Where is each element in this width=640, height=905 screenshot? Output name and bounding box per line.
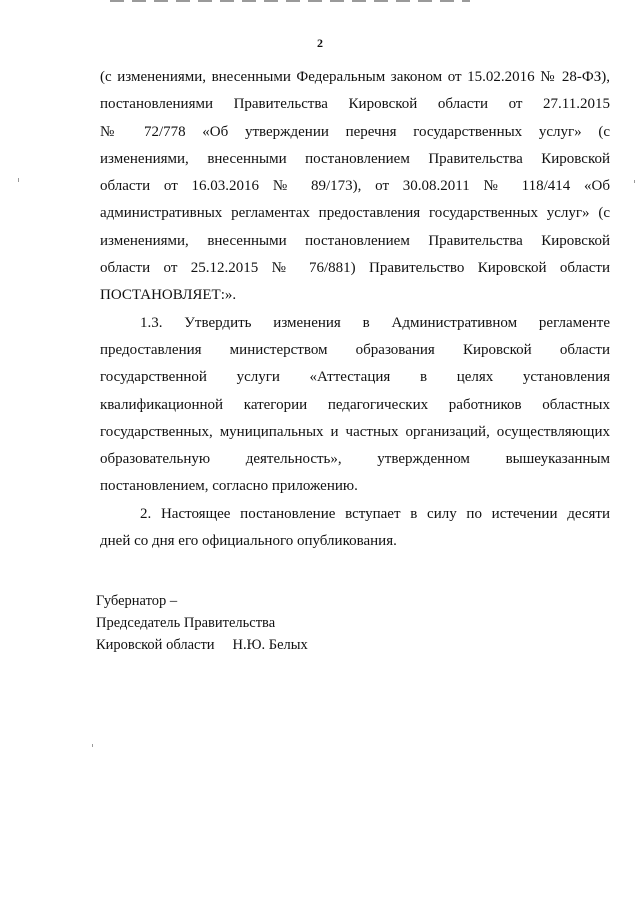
text-line: предоставления министерством образования Кировской области — [100, 341, 610, 358]
scan-speck — [92, 744, 93, 747]
signatory-title-line: Губернатор – — [96, 593, 178, 609]
scan-artifact-top — [110, 0, 470, 2]
text-line: квалификационной категории педагогических работников областных — [100, 396, 610, 413]
paragraph-continued — [100, 64, 610, 310]
signatory-region: Кировской области — [96, 637, 215, 653]
signatory-title-line — [96, 634, 396, 656]
text-line: дней со дня его официального опубликования. — [100, 533, 397, 550]
text-line: изменениями, внесенными постановлением Правительства Кировской — [100, 150, 610, 167]
page-number: 2 — [317, 36, 323, 50]
signatory-title-line: Председатель Правительства — [96, 615, 276, 631]
text-line: административных регламентах предоставления государственных услуг» (с — [100, 205, 610, 222]
text-line: области от 16.03.2016 № 89/173), от 30.08.2011 № 118/414 «Об — [100, 178, 610, 195]
text-line: № 72/778 «Об утверждении перечня государственных услуг» (с — [100, 123, 610, 140]
scan-speck — [634, 180, 635, 183]
document-body — [100, 64, 610, 555]
text-line: государственных, муниципальных и частных организаций, осуществляющих — [100, 423, 610, 440]
text-line: постановлением, согласно приложению. — [100, 478, 358, 495]
text-line: области от 25.12.2015 № 76/881) Правительство Кировской области — [100, 260, 610, 277]
signature-block — [96, 590, 396, 656]
signatory-name: Н.Ю. Белых — [232, 637, 308, 653]
text-line: государственной услуги «Аттестация в целях установления — [100, 369, 610, 386]
text-line: постановлениями Правительства Кировской области от 27.11.2015 — [100, 96, 610, 113]
scan-speck — [18, 178, 19, 182]
item-2-paragraph — [100, 501, 610, 556]
item-1-3-paragraph — [100, 310, 610, 501]
text-line: ПОСТАНОВЛЯЕТ:». — [100, 287, 237, 304]
text-line: 1.3. Утвердить изменения в Административном регламенте — [140, 314, 610, 331]
text-line: образовательную деятельность», утвержденном вышеуказанным — [100, 451, 610, 468]
text-line: (с изменениями, внесенными Федеральным законом от 15.02.2016 № 28-ФЗ), — [100, 69, 610, 85]
text-line: 2. Настоящее постановление вступает в силу по истечении десяти — [140, 505, 610, 522]
text-line: изменениями, внесенными постановлением Правительства Кировской — [100, 232, 610, 249]
